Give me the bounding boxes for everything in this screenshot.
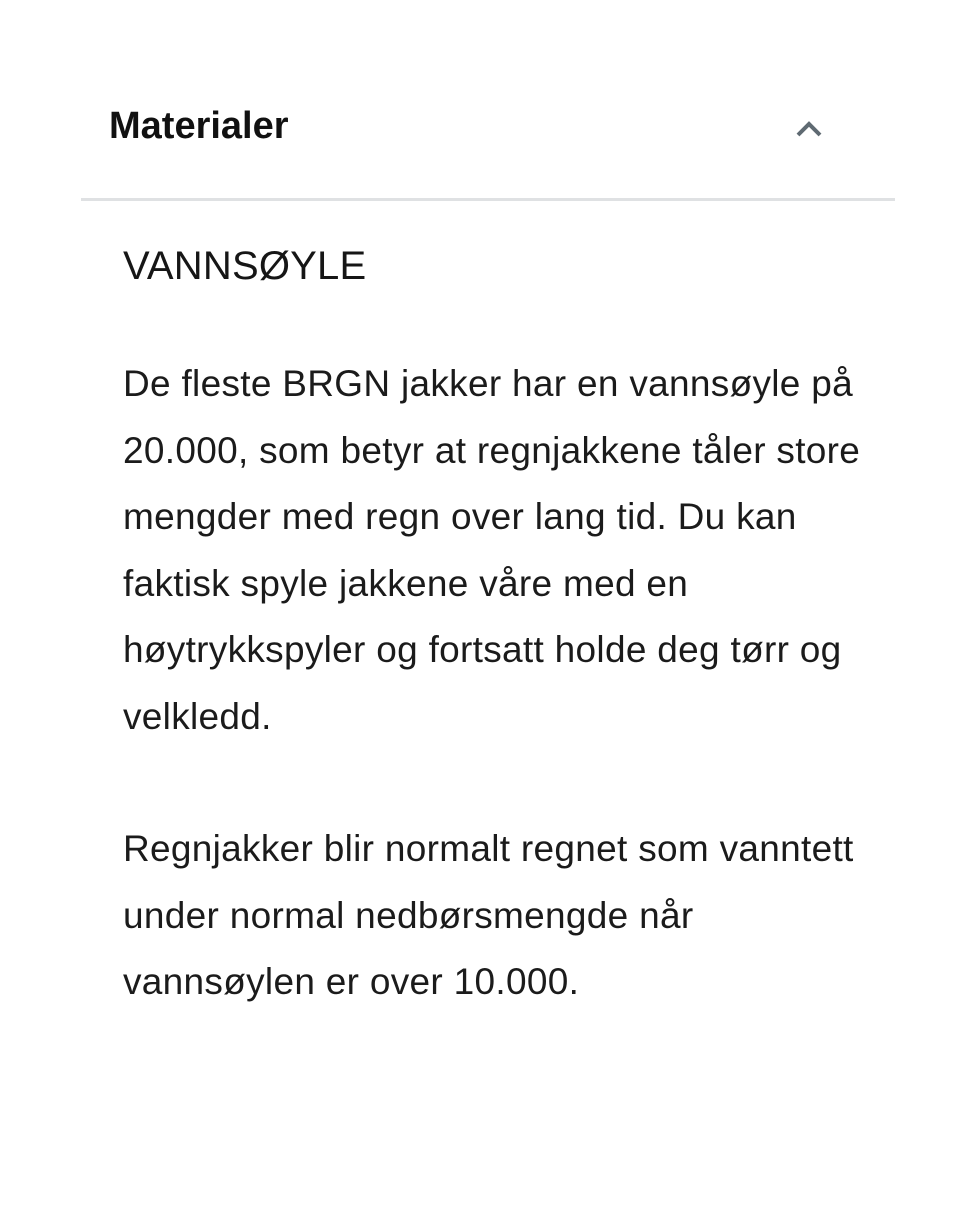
accordion-content: [123, 236, 863, 1016]
accordion-header[interactable]: [81, 0, 895, 201]
section-heading: VANNSØYLE: [123, 244, 367, 288]
accordion-title: Materialer: [109, 105, 289, 147]
materials-accordion: [81, 0, 895, 1002]
paragraph-waterproof-rating: Regnjakker blir normalt regnet som vanntett under normal nedbørsmengde når vannsøylen er over 10.000.: [123, 828, 854, 1002]
chevron-up-icon[interactable]: [793, 113, 825, 145]
paragraph-water-column: De fleste BRGN jakker har en vannsøyle på 20.000, som betyr at regnjakkene tåler store mengder med regn over lang tid. Du kan faktisk spyle jakkene våre med en høytrykkspyler og fortsatt holde deg tørr og velkledd.: [123, 363, 861, 737]
